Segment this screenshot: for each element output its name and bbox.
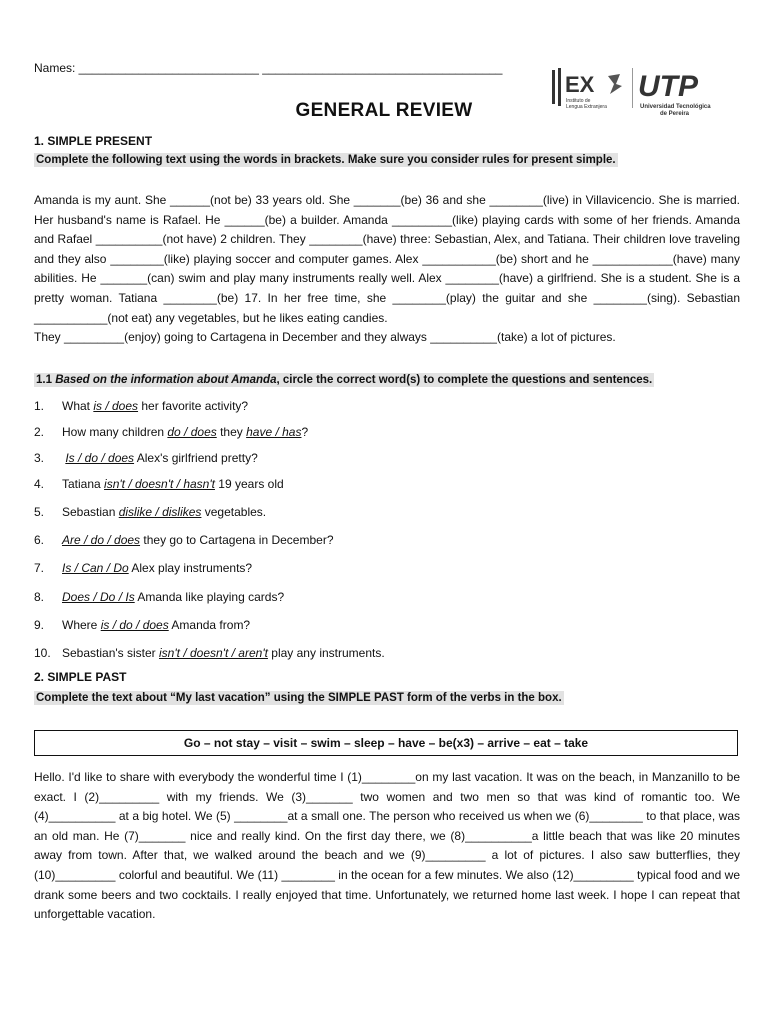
- utp-logo-sub2: de Pereira: [660, 111, 690, 117]
- section1-1-number: 1.1: [36, 374, 56, 386]
- answer-options[interactable]: Are / do / does: [62, 533, 141, 547]
- answer-options[interactable]: Is / do / does: [65, 451, 135, 465]
- answer-options[interactable]: have / has: [246, 425, 302, 439]
- ilex-logo-sub2: Lengua Extranjera: [566, 104, 607, 110]
- verb-box: Go – not stay – visit – swim – sleep – have – be(x3) – arrive – eat – take: [34, 730, 738, 756]
- list-item: 8. Does / Do / Is Amanda like playing cards?: [34, 590, 285, 604]
- ilex-logo-sub1: Instituto de: [566, 98, 591, 104]
- section1-heading: 1. SIMPLE PRESENT: [34, 134, 153, 148]
- list-item: 6. Are / do / does they go to Cartagena in December?: [34, 533, 334, 547]
- section1-1-instruction: [34, 373, 654, 387]
- list-item: 10. Sebastian's sister isn't / doesn't / aren't play any instruments.: [34, 646, 385, 660]
- answer-options[interactable]: is / do / does: [100, 618, 169, 632]
- section2-paragraph: Hello. I'd like to share with everybody the wonderful time I (1)________on my last vacation. It was on the beach, in Manzanillo to be exact. I (2)_________ with my friends. We (3)_______ two women and two men so that was kind of romantic too. We (4)__________ at a big hotel. We (5) ________at a small one. The person who received us when we (6)________ to that place, was an old man. He (7)_______ nice and really kind. On the first day there, we (8)__________a little beach that was like 20 minutes away from town. After that, we walked around the beach and we (9)_________ a lot of pictures. I also saw butterflies, they (10)_________ colorful and beautiful. We (11) ________ in the ocean for a few minutes. We also (12)_________ typical food and we drank some beers and two cocktails. I really enjoyed that time. Unfortunately, we returned home last week. I hope I can repeat that unforgettable vacation.: [34, 770, 740, 922]
- answer-options[interactable]: isn't / doesn't / hasn't: [104, 477, 215, 491]
- answer-options[interactable]: is / does: [93, 399, 139, 413]
- section1-paragraph: [34, 191, 740, 348]
- names-field: Names: ___________________________ ____________________________________: [34, 61, 503, 75]
- answer-options[interactable]: Is / Can / Do: [62, 561, 129, 575]
- section2-heading: 2. SIMPLE PAST: [34, 670, 127, 684]
- answer-options[interactable]: Does / Do / Is: [62, 590, 135, 604]
- list-item: 5. Sebastian dislike / dislikes vegetables.: [34, 505, 267, 519]
- utp-logo-sub1: Universidad Tecnológica: [640, 104, 711, 110]
- list-item: 4. Tatiana isn't / doesn't / hasn't 19 years old: [34, 477, 284, 491]
- section1-paragraph-main: Amanda is my aunt. She ______(not be) 33 years old. She _______(be) 36 and she ________(live) in Villavicencio. She is married. Her husband's name is Rafael. He ______(be) a builder. Amanda _________(like) playing cards with some of her friends. Amanda and Rafael __________(not have) 2 children. They ________(have) three: Sebastian, Alex, and Tatiana. Their children love traveling and they also ________(like) playing soccer and computer games. Alex ___________(be) short and he ____________(have) many abilities. He _______(can) swim and play many instruments really well. Alex ________(have) a girlfriend. She is a student. She is a pretty woman. Tatiana ________(be) 17. In her free time, she ________(play) the guitar and she ________(sing). Sebastian ___________(not eat) any vegetables, but he likes eating candies.: [34, 193, 740, 325]
- section2-instruction: Complete the text about “My last vacation” using the SIMPLE PAST form of the verbs in the box.: [36, 692, 562, 704]
- section1-1-italic: Based on the information about Amanda: [55, 374, 277, 386]
- section1-paragraph-last: They _________(enjoy) going to Cartagena in December and they always __________(take) a lot of pictures.: [34, 330, 616, 345]
- answer-options[interactable]: dislike / dislikes: [118, 505, 202, 519]
- list-item: 7. Is / Can / Do Alex play instruments?: [34, 561, 253, 575]
- list-item: 3. Is / do / does Alex's girlfriend pretty?: [34, 451, 258, 465]
- list-item: 1. What is / does her favorite activity?: [34, 399, 249, 413]
- list-item: 9. Where is / do / does Amanda from?: [34, 618, 251, 632]
- page-title: GENERAL REVIEW: [295, 100, 473, 121]
- section1-1-rest: , circle the correct word(s) to complete the questions and sentences.: [276, 374, 653, 386]
- ilex-logo-text: EX: [565, 72, 595, 97]
- answer-options[interactable]: do / does: [167, 425, 217, 439]
- answer-options[interactable]: isn't / doesn't / aren't: [159, 646, 268, 660]
- section1-instruction: Complete the following text using the words in brackets. Make sure you consider rules for present simple.: [36, 154, 616, 166]
- utp-logo-text: UTP: [638, 70, 698, 103]
- list-item: 2. How many children do / does they have / has?: [34, 425, 309, 439]
